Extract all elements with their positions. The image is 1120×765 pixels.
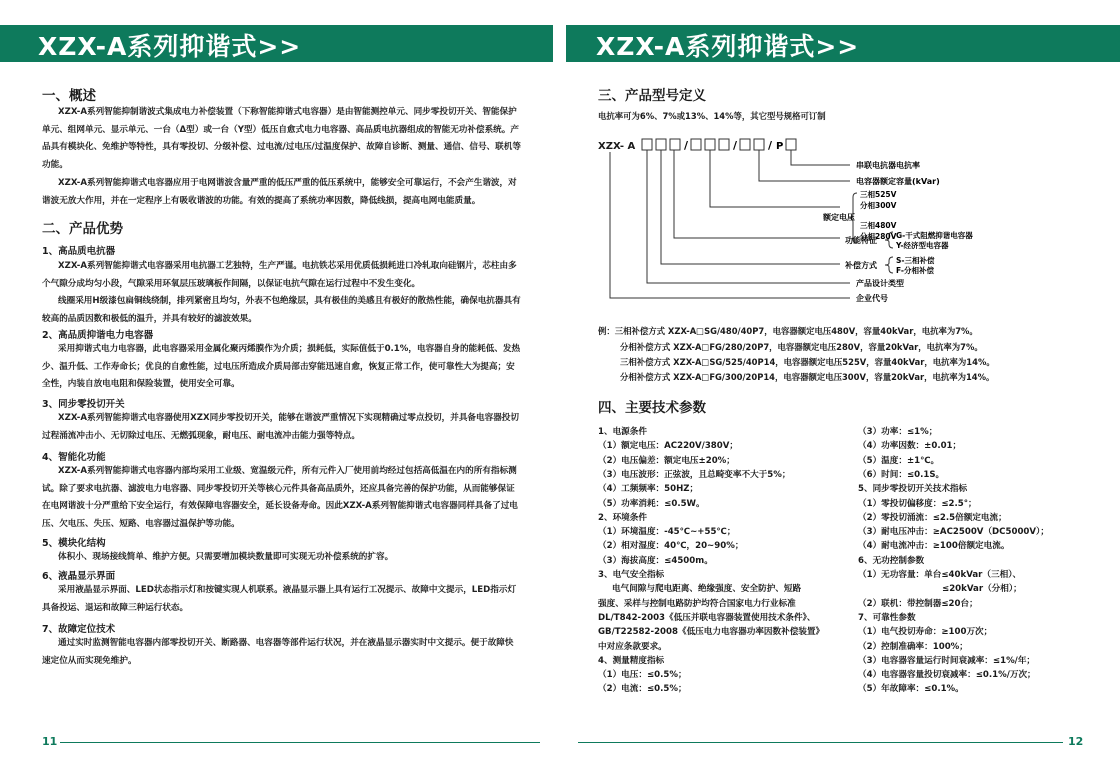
function-option: Y-经济型电容器 [896, 241, 949, 250]
param-line: （3）海拔高度：≤4500m。 [598, 555, 713, 566]
param-line: （1）电气投切寿命：≥100万次； [858, 627, 993, 638]
label-function-feature: 功能特征 [845, 236, 877, 245]
item-2-text: 采用抑谐式电力电容器，此电容器采用金属化聚丙烯膜作为介质；损耗低，实际值低于0.1%，电容器自身的能耗低、发热少、温升低、工作寿命长；优良的自愈性能，过电压所造成介质局部击穿能迅速自愈，恢复正常工作，使可靠性大为提高；安全性，内装自放电电阻和保险装置，使用安全可靠。 [42, 344, 521, 390]
left-header-title: XZX-A系列抑谐式>> [38, 32, 302, 61]
code-box [719, 139, 729, 150]
model-code-diagram [590, 130, 990, 310]
code-box [642, 139, 652, 150]
voltage-option: 三相480V [860, 221, 897, 230]
model-slash: / [684, 139, 689, 152]
left-header-band [0, 25, 553, 62]
code-box [786, 139, 796, 150]
param-line: （5）年故障率：≤0.1%。 [858, 684, 964, 695]
reactance-intro: 电抗率可为6%、7%或13%、14%等，其它型号规格可订制 [598, 111, 826, 121]
param-line: （1）额定电压：AC220V/380V； [598, 441, 739, 452]
param-line: 7、可靠性参数 [858, 612, 916, 623]
item-3-text: XZX-A系列智能抑谐式电容器使用XZX同步零投切开关，能够在谐波严重情况下实现精确过零点投切，并具备电容器投切过程涌流冲击小、无切除过电压、无燃弧现象，耐电压、耐电流冲击能力强等特点。 [42, 413, 519, 441]
label-design-type: 产品设计类型 [856, 279, 904, 288]
param-line: （4）功率因数：±0.01； [858, 441, 962, 452]
right-page-number: 12 [1068, 735, 1084, 748]
item-2-heading: 2、高品质抑谐电力电容器 [42, 330, 154, 341]
model-slash: / [768, 139, 773, 152]
label-rated-capacity: 电容器额定容量(kVar) [856, 177, 940, 186]
model-p: P [776, 141, 784, 152]
left-footer-rule [60, 742, 540, 743]
label-compensation-mode: 补偿方式 [845, 261, 877, 270]
label-rated-voltage: 额定电压 [823, 213, 855, 222]
example-line: 分相补偿方式 XZX-A□FG/280/20P7，电容器额定电压280V，容量20kVar，电抗率为7%。 [620, 342, 983, 352]
param-line: （2）电压偏差：额定电压±20%； [598, 455, 735, 466]
item-1-text: XZX-A系列智能抑谐式电容器采用电抗器工艺独特，生产严谨。电抗铁芯采用优质低损耗进口冷轧取向硅钢片，芯柱由多个气隙分成均匀小段，气隙采用环氧层压玻璃板作间隔，以保证电抗气隙在运行过程中不发生变化。 线圈采用H级漆包扁铜线绕制，排列紧密且均匀，外表不包绝缘层，具有极佳的美感且有极好的散热性能，确保电抗器具有较高的品质因数和极低的温升，并具有较好的滤波效果。 [42, 261, 521, 324]
section-3-title: 三、产品型号定义 [598, 88, 706, 104]
code-box [656, 139, 666, 150]
model-slash: / [733, 139, 738, 152]
param-line: （5）功率消耗：≤0.5W。 [598, 498, 705, 509]
param-line: （2）控制准确率：100%； [858, 641, 968, 652]
label-reactance-rate: 串联电抗器电抗率 [856, 161, 920, 170]
param-line: （1）环境温度：-45℃~+55℃； [598, 527, 736, 538]
param-line: 电气间隙与爬电距离、绝缘强度、安全防护、短路 [612, 584, 802, 595]
param-line: （1）无功容量：单台≤40kVar（三相）、 [858, 570, 1022, 580]
label-company-code: 企业代号 [856, 294, 888, 303]
param-line: 中对应条款要求。 [598, 641, 667, 652]
compensation-option: S-三相补偿 [896, 256, 935, 265]
item-6-heading: 6、液晶显示界面 [42, 571, 116, 582]
param-line: （3）功率：≤1%； [858, 427, 938, 437]
param-line: ≤20kVar（分相）； [942, 584, 1022, 595]
code-box [740, 139, 750, 150]
left-page-number: 11 [42, 735, 58, 748]
item-7-heading: 7、故障定位技术 [42, 624, 116, 635]
item-7-text: 通过实时监测智能电容器内部零投切开关、断路器、电容器等部件运行状况，并在液晶显示器实时中文提示。便于故障快速定位从而实现免维护。 [42, 638, 514, 666]
param-line: （1）电压：≤0.5%； [598, 670, 687, 681]
function-option: G-干式阻燃抑谐电容器 [896, 231, 973, 240]
item-1-heading: 1、高品质电抗器 [42, 246, 116, 257]
param-line: （3）电容器容量运行时间衰减率：≤1%/年； [858, 655, 1036, 666]
compensation-option: F-分相补偿 [896, 266, 935, 275]
param-line: DL/T842-2003《低压并联电容器装置使用技术条件》、 [598, 612, 816, 623]
section-1-title: 一、概述 [42, 88, 96, 104]
param-line: （2）零投切涌流：≤2.5倍额定电流； [858, 512, 1007, 523]
item-5-text: 体积小、现场接线简单、维护方便。只需要增加模块数量即可实现无功补偿系统的扩容。 [58, 552, 394, 562]
voltage-option: 分相300V [860, 201, 897, 210]
param-line: （1）零投切偏移度：≤2.5°； [858, 498, 977, 509]
param-line: （6）时间：≤0.1S。 [858, 469, 945, 480]
param-line: （3）电压波形：正弦波，且总畸变率不大于5%； [598, 469, 791, 480]
param-line: 强度、采样与控制电路防护均符合国家电力行业标准 [598, 598, 796, 609]
param-line: （2）联机：带控制器≤20台； [858, 598, 978, 609]
param-line: 5、同步零投切开关技术指标 [858, 484, 968, 495]
param-line: （2）相对湿度：40℃，20~90%； [598, 541, 744, 552]
section-1-paragraph-1: XZX-A系列智能抑制谐波式集成电力补偿装置（下称智能抑谐式电容器）是由智能测控单元、同步零投切开关、智能保护单元、组网单元、显示单元、一台（Δ型）或一台（Y型）低压自愈式电力电容器、高品质电抗器组成的智能无功补偿系统。产品具有模块化、免维护等特性，具有零投切、分级补偿、过电流/过电压/过温度保护、故障自诊断、测量、通信、信号、联机等功能。 [42, 107, 521, 170]
param-line: 3、电气安全指标 [598, 570, 665, 580]
right-header-title: XZX-A系列抑谐式>> [596, 32, 860, 61]
example-line: 例：三相补偿方式 XZX-A□SG/480/40P7，电容器额定电压480V，容量40kVar，电抗率为7%。 [598, 326, 978, 336]
code-box [754, 139, 764, 150]
param-line: （5）温度：±1℃。 [858, 455, 940, 466]
param-line: （4）耐电流冲击：≥100倍额定电流。 [858, 541, 1010, 552]
item-6-text: 采用液晶显示界面、LED状态指示灯和按键实现人机联系。液晶显示器上具有运行工况提示、故障中文提示，LED指示灯具备投运、退运和故障三种运行状态。 [42, 585, 517, 613]
item-5-heading: 5、模块化结构 [42, 538, 106, 549]
voltage-option: 分相280V [860, 232, 897, 241]
item-3-heading: 3、同步零投切开关 [42, 399, 125, 410]
right-footer-rule [578, 742, 1063, 743]
section-4-title: 四、主要技术参数 [598, 400, 706, 416]
model-prefix: XZX- A [598, 141, 636, 152]
param-line: 4、测量精度指标 [598, 655, 665, 666]
code-box [705, 139, 715, 150]
item-4-heading: 4、智能化功能 [42, 452, 106, 463]
param-line: 6、无功控制参数 [858, 555, 925, 566]
example-line: 分相补偿方式 XZX-A□FG/300/20P14，电容器额定电压300V，容量20kVar，电抗率为14%。 [620, 372, 995, 382]
section-2-title: 二、产品优势 [42, 221, 123, 237]
param-line: （2）电流：≤0.5%； [598, 684, 687, 695]
section-1-paragraph-2: XZX-A系列智能抑谐式电容器应用于电网谐波含量严重的低压严重的低压系统中，能够安全可靠运行，不会产生谐波，对谐波无放大作用，并在一定程序上有吸收谐波的功能。有效的提高了系统功率因数，降低线损，提高电网电能质量。 [42, 178, 517, 206]
right-header-band [566, 25, 1120, 62]
voltage-option: 三相525V [860, 190, 897, 199]
param-line: （4）工频频率：50HZ； [598, 484, 699, 495]
code-box [670, 139, 680, 150]
param-line: GB/T22582-2008《低压电力电容器功率因数补偿装置》 [598, 627, 825, 638]
code-box [691, 139, 701, 150]
example-line: 三相补偿方式 XZX-A□SG/525/40P14，电容器额定电压525V，容量40kVar，电抗率为14%。 [620, 357, 995, 367]
item-4-text: XZX-A系列智能抑谐式电容器内部均采用工业级、宽温级元件，所有元件入厂使用前均经过包括高低温在内的所有指标测试。除了要求电抗器、滤波电力电容器、同步零投切开关等核心元件具备高品质外，还应具备完善的保护功能，从而能够保证在电网谐波十分严重给下安全运行，有效保障电容器安全，延长设备寿命。因此XZX-A系列智能抑谐式电容器同样具备了过电压、欠电压、失压、短路、电容器过温保护等功能。 [42, 466, 518, 529]
param-line: （4）电容器容量投切衰减率：≤0.1%/万次； [858, 670, 1036, 681]
param-line: 2、环境条件 [598, 512, 647, 523]
param-line: （3）耐电压冲击：≥AC2500V（DC5000V）； [858, 527, 1049, 538]
param-line: 1、电源条件 [598, 427, 647, 437]
